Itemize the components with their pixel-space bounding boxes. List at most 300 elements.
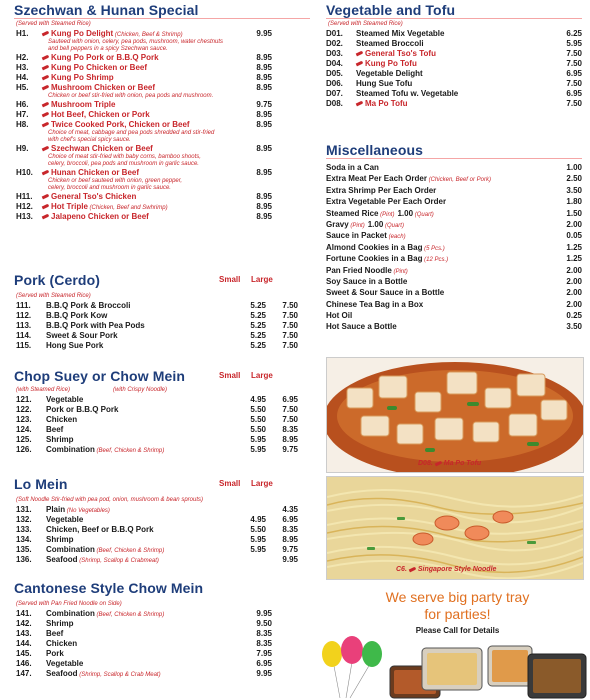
balloons-icon xyxy=(322,636,382,698)
item-name-text: Extra Shrimp Per Each Order xyxy=(326,185,437,195)
item-note: (Quart) xyxy=(383,222,404,229)
item-code: 126. xyxy=(16,445,32,454)
item-name-text: Soy Sauce in a Bottle xyxy=(326,276,408,286)
menu-item xyxy=(0,144,318,154)
szechwan-header xyxy=(0,2,318,20)
item-name-text: Mushroom Chicken or Beef xyxy=(51,83,156,92)
item-price: 8.95 xyxy=(256,212,272,221)
item-note: (Chicken, Beef and Swhrimp) xyxy=(87,205,168,211)
small-price: 5.25 xyxy=(250,341,266,350)
item-name-text: Chicken, Beef or B.B.Q Pork xyxy=(46,525,154,534)
item-price: 2.00 xyxy=(566,265,582,275)
item-name xyxy=(326,299,423,310)
misc-section xyxy=(322,142,590,333)
menu-item xyxy=(0,83,318,93)
chopsuey-title: Chop Suey or Chow Mein xyxy=(14,368,185,384)
item-code: 115. xyxy=(16,341,32,350)
pint-price: 1.00 xyxy=(397,208,414,218)
item-code: 114. xyxy=(16,331,32,340)
chili-pepper-icon xyxy=(356,101,364,107)
item-name-text: Chicken xyxy=(46,415,78,424)
item-price: 1.25 xyxy=(566,254,582,264)
item-price: 7.50 xyxy=(566,99,582,108)
item-name-text: Seafood xyxy=(46,555,78,564)
item-code: 132. xyxy=(16,515,32,524)
item-name-text: Combination xyxy=(46,609,95,618)
item-name-text: Steamed Tofu w. Vegetable xyxy=(356,89,459,98)
item-name-text: Sweet & Sour Pork xyxy=(46,331,118,340)
item-name-text: Vegetable xyxy=(46,395,84,404)
item-name xyxy=(46,515,83,525)
large-price: 8.35 xyxy=(282,525,298,534)
item-note: (5 Pcs.) xyxy=(422,245,445,252)
item-name xyxy=(46,649,64,659)
item-name-text: Vegetable Delight xyxy=(356,69,423,78)
chili-pepper-icon xyxy=(42,214,50,220)
item-name-text: Kung Po Shrimp xyxy=(51,73,114,82)
menu-item xyxy=(0,192,318,202)
party-tray-call: Please Call for Details xyxy=(415,626,500,635)
item-name xyxy=(46,659,83,669)
item-name-text: Hot Beef, Chicken or Pork xyxy=(51,110,150,119)
item-code: H8. xyxy=(16,120,29,129)
item-code: H4. xyxy=(16,73,29,82)
misc-item xyxy=(322,173,590,184)
item-name xyxy=(46,321,145,331)
item-name-text: Hunan Chicken or Beef xyxy=(51,168,140,177)
singapore-noodle-photo xyxy=(326,476,584,580)
item-description: Chicken or beef sauteed with onion, green pepper, xyxy=(48,178,183,184)
ma-po-tofu-caption xyxy=(418,460,481,467)
item-name-text: Almond Cookies in a Bag xyxy=(326,242,423,252)
small-price: 5.95 xyxy=(250,435,266,444)
item-name xyxy=(326,321,397,332)
lomein-list xyxy=(0,505,318,565)
menu-item xyxy=(322,69,590,79)
cantonese-list xyxy=(0,609,318,679)
item-name-text: Twice Cooked Pork, Chicken or Beef xyxy=(51,120,190,129)
item-code: D02. xyxy=(326,39,343,48)
item-price: 6.25 xyxy=(566,29,582,38)
item-note: (each) xyxy=(386,234,406,241)
menu-item xyxy=(0,212,318,222)
item-name xyxy=(46,405,118,415)
item-price: 1.50 xyxy=(566,208,582,218)
item-name xyxy=(42,192,136,202)
misc-item xyxy=(322,185,590,196)
item-code: D05. xyxy=(326,69,343,78)
item-name-text: Kung Po Chicken or Beef xyxy=(51,63,148,72)
menu-item xyxy=(0,53,318,63)
menu-item xyxy=(0,405,318,415)
item-price: 8.95 xyxy=(256,202,272,211)
item-name-text: Pork xyxy=(46,649,64,658)
item-price: 1.00 xyxy=(566,163,582,172)
item-name-text: Steamed Mix Vegetable xyxy=(356,29,445,38)
item-price: 8.95 xyxy=(256,63,272,72)
misc-item xyxy=(322,196,590,207)
misc-item xyxy=(322,321,590,332)
menu-item xyxy=(0,445,318,455)
item-code: 142. xyxy=(16,619,32,628)
menu-item xyxy=(0,395,318,405)
section-divider xyxy=(14,18,310,19)
item-price: 9.95 xyxy=(256,669,272,678)
item-name-text: B.B.Q Pork with Pea Pods xyxy=(46,321,145,330)
item-price: 2.50 xyxy=(566,174,582,184)
item-description: with chef's special spicy sauce. xyxy=(48,137,131,143)
item-code: H6. xyxy=(16,100,29,109)
item-note: (Chicken, Beef & Shrimp) xyxy=(113,32,183,38)
item-name xyxy=(46,311,107,321)
item-code: D06. xyxy=(326,79,343,88)
item-name xyxy=(356,99,408,109)
caption-code: D08. xyxy=(418,460,435,467)
item-name xyxy=(42,110,150,120)
menu-item xyxy=(0,649,318,659)
menu-item xyxy=(0,609,318,619)
item-description: celery, broccoli, pea pods and mushroom in garlic sauce. xyxy=(48,161,199,167)
menu-item xyxy=(0,629,318,639)
item-code: 145. xyxy=(16,649,32,658)
item-name xyxy=(46,341,103,351)
small-price: 4.95 xyxy=(250,395,266,404)
item-price: 8.95 xyxy=(256,110,272,119)
small-price: 5.50 xyxy=(250,405,266,414)
chili-pepper-icon xyxy=(42,102,50,108)
vegtofu-note: (Served with Steamed Rice) xyxy=(328,21,403,27)
misc-item xyxy=(322,265,590,276)
item-price: 3.50 xyxy=(566,185,582,195)
item-code: H12. xyxy=(16,202,33,211)
item-name-text: Vegetable xyxy=(46,515,84,524)
chili-pepper-icon xyxy=(356,51,364,57)
item-name-text: Soda in a Can xyxy=(326,163,379,172)
lomein-header xyxy=(0,476,318,494)
item-price: 8.95 xyxy=(256,168,272,177)
item-name xyxy=(42,63,147,73)
menu-item xyxy=(0,110,318,120)
menu-item xyxy=(0,301,318,311)
misc-item xyxy=(322,208,590,219)
menu-item xyxy=(0,341,318,351)
pork-title: Pork (Cerdo) xyxy=(14,272,100,288)
menu-item xyxy=(0,525,318,535)
item-price: 8.95 xyxy=(256,120,272,129)
item-description: celery, broccoli and mushroom in garlic sauce. xyxy=(48,185,171,191)
cantonese-note: (Served with Pan Fried Noodle on Side) xyxy=(16,601,122,607)
item-name xyxy=(326,310,352,321)
item-name xyxy=(46,669,161,680)
szechwan-title: Szechwan & Hunan Special xyxy=(14,2,199,18)
lomein-section xyxy=(0,476,318,565)
menu-item xyxy=(0,555,318,565)
item-price: 0.05 xyxy=(566,231,582,241)
cantonese-section xyxy=(0,580,318,679)
singapore-noodle-image xyxy=(327,477,583,579)
item-name xyxy=(326,276,407,287)
large-price: 6.95 xyxy=(282,515,298,524)
item-price: 7.50 xyxy=(566,59,582,68)
menu-item xyxy=(0,435,318,445)
misc-item xyxy=(322,230,590,241)
menu-item xyxy=(0,619,318,629)
item-code: H5. xyxy=(16,83,29,92)
item-name-text: General Tso's Tofu xyxy=(365,49,436,58)
item-note: (Pint) xyxy=(348,222,365,229)
item-price: 1.25 xyxy=(566,242,582,252)
large-price: 9.95 xyxy=(282,555,298,564)
misc-item xyxy=(322,287,590,298)
item-name-text: Combination xyxy=(46,445,95,454)
item-name-text: General Tso's Chicken xyxy=(51,192,137,201)
small-price: 5.50 xyxy=(250,425,266,434)
item-name-text: Gravy xyxy=(326,219,349,229)
item-name xyxy=(42,100,115,110)
item-name-text: Kung Po Delight xyxy=(51,29,114,38)
item-name xyxy=(46,425,63,435)
ma-po-tofu-image xyxy=(327,358,583,472)
chili-pepper-icon xyxy=(409,566,417,572)
item-code: D01. xyxy=(326,29,343,38)
item-name-text: Chicken xyxy=(46,639,78,648)
large-header: Large xyxy=(251,275,273,284)
small-price: 5.50 xyxy=(250,525,266,534)
item-name xyxy=(356,29,444,39)
large-price: 7.50 xyxy=(282,415,298,424)
chili-pepper-icon xyxy=(42,112,50,118)
item-note: (Chicken, Beef or Pork) xyxy=(426,177,491,184)
chili-pepper-icon xyxy=(42,55,50,61)
chopsuey-note-rice: (with Steamed Rice) xyxy=(16,387,71,393)
item-note: (Shrimp, Scallop & Crab Meat) xyxy=(77,672,161,678)
chopsuey-note-noodle: (with Crispy Noodle) xyxy=(113,387,168,393)
chili-pepper-icon xyxy=(42,204,50,210)
item-name-text: Combination xyxy=(46,545,95,554)
chili-pepper-icon xyxy=(42,146,50,152)
item-name-text: Beef xyxy=(46,425,64,434)
item-name xyxy=(46,639,77,649)
menu-item xyxy=(0,168,318,178)
menu-item xyxy=(0,515,318,525)
item-name-text: Hung Sue Tofu xyxy=(356,79,413,88)
item-name xyxy=(46,415,77,425)
item-name xyxy=(356,89,458,99)
item-price: 7.50 xyxy=(566,49,582,58)
menu-item xyxy=(0,331,318,341)
menu-item xyxy=(0,505,318,515)
small-price: 5.25 xyxy=(250,311,266,320)
item-price: 9.50 xyxy=(256,619,272,628)
vegtofu-header xyxy=(322,2,590,20)
pork-section xyxy=(0,272,318,351)
menu-item xyxy=(0,63,318,73)
item-name xyxy=(46,525,154,535)
ma-po-tofu-photo xyxy=(326,357,584,473)
chili-pepper-icon xyxy=(42,75,50,81)
chili-pepper-icon xyxy=(42,65,50,71)
pint-price: 1.00 xyxy=(367,219,384,229)
item-name xyxy=(46,555,159,566)
misc-item xyxy=(322,253,590,264)
large-price: 6.95 xyxy=(282,395,298,404)
small-header: Small xyxy=(219,371,241,380)
menu-item xyxy=(0,73,318,83)
menu-item xyxy=(0,545,318,555)
item-name xyxy=(42,120,190,130)
item-note: (No Vegetables) xyxy=(65,508,110,514)
item-price: 2.00 xyxy=(566,219,582,229)
item-note: (Shrimp, Scallop & Crabmeat) xyxy=(77,558,159,564)
menu-item xyxy=(0,669,318,679)
chopsuey-section xyxy=(0,368,318,455)
small-price: 5.25 xyxy=(250,331,266,340)
misc-list xyxy=(322,162,590,333)
item-description: Chicken or beef stir-fried with onion, pea pods and mushroom. xyxy=(48,93,214,99)
item-note: (Quart) xyxy=(413,211,434,218)
cantonese-header xyxy=(0,580,318,598)
item-price: 9.75 xyxy=(256,100,272,109)
item-price: 8.95 xyxy=(256,192,272,201)
item-code: H7. xyxy=(16,110,29,119)
party-tray-line2: for parties! xyxy=(424,606,491,622)
menu-item xyxy=(0,311,318,321)
misc-item xyxy=(322,310,590,321)
szechwan-note: (Served with Steamed Rice) xyxy=(16,21,91,27)
chili-pepper-icon xyxy=(42,31,50,37)
menu-item xyxy=(0,415,318,425)
small-header: Small xyxy=(219,275,241,284)
item-name xyxy=(356,69,423,79)
item-code: H3. xyxy=(16,63,29,72)
item-name xyxy=(46,619,74,629)
item-name-text: Pork or B.B.Q Pork xyxy=(46,405,119,414)
item-note: (Beef, Chicken & Shrimp) xyxy=(94,448,165,454)
small-header: Small xyxy=(219,479,241,488)
large-header: Large xyxy=(251,371,273,380)
pork-note: (Served with Steamed Rice) xyxy=(16,293,91,299)
item-price: 2.00 xyxy=(566,276,582,286)
misc-header xyxy=(322,142,590,160)
misc-item xyxy=(322,242,590,253)
menu-item xyxy=(0,120,318,130)
item-code: 124. xyxy=(16,425,32,434)
menu-item xyxy=(322,39,590,49)
item-name-text: Seafood xyxy=(46,669,78,678)
menu-item xyxy=(0,29,318,39)
item-code: H9. xyxy=(16,144,29,153)
item-description: Sauteed with onion, celery, pea pods, mushroom, water chestnuts xyxy=(48,39,223,45)
item-price: 9.95 xyxy=(256,29,272,38)
section-divider xyxy=(326,158,582,159)
large-header: Large xyxy=(251,479,273,488)
item-code: D07. xyxy=(326,89,343,98)
large-price: 9.75 xyxy=(282,545,298,554)
item-code: 134. xyxy=(16,535,32,544)
item-name-text: Pan Fried Noodle xyxy=(326,265,392,275)
item-name-text: Jalapeno Chicken or Beef xyxy=(51,212,149,221)
vegtofu-list xyxy=(322,29,590,109)
item-name xyxy=(42,144,153,154)
large-price: 7.50 xyxy=(282,331,298,340)
item-name-text: Hot Sauce a Bottle xyxy=(326,322,397,332)
party-trays-icon xyxy=(390,646,586,698)
small-price: 5.25 xyxy=(250,301,266,310)
item-name xyxy=(46,435,74,445)
item-name xyxy=(46,445,164,456)
item-name-text: Mushroom Triple xyxy=(51,100,116,109)
item-name-text: Vegetable xyxy=(46,659,84,668)
singapore-noodle-caption xyxy=(396,566,496,573)
small-price: 5.95 xyxy=(250,445,266,454)
item-code: 121. xyxy=(16,395,32,404)
small-price: 5.95 xyxy=(250,545,266,554)
large-price: 7.50 xyxy=(282,301,298,310)
item-code: D08. xyxy=(326,99,343,108)
item-code: 146. xyxy=(16,659,32,668)
vegtofu-section xyxy=(322,2,590,109)
party-tray-promo xyxy=(325,589,590,623)
item-name xyxy=(42,83,155,93)
item-name-text: Hot Triple xyxy=(51,202,88,211)
item-name xyxy=(326,287,444,298)
item-name-text: B.B.Q Pork Kow xyxy=(46,311,108,320)
item-name xyxy=(42,212,149,222)
misc-item xyxy=(322,276,590,287)
menu-item xyxy=(322,49,590,59)
menu-item xyxy=(322,29,590,39)
chili-pepper-icon xyxy=(42,85,50,91)
caption-name: Singapore Style Noodle xyxy=(417,566,497,573)
item-note: (Beef, Chicken & Shrimp) xyxy=(94,612,165,618)
vegtofu-title: Vegetable and Tofu xyxy=(326,2,456,18)
item-name-text: B.B.Q Pork & Broccoli xyxy=(46,301,131,310)
item-description: Choice of meat, cabbage and pea pods shredded and stir-fried xyxy=(48,130,215,136)
item-name-text: Sweet & Sour Sauce in a Bottle xyxy=(326,288,445,298)
chili-pepper-icon xyxy=(42,122,50,128)
item-description: Choice of meat stir-fried with baby corns, bamboo shoots, xyxy=(48,154,201,160)
large-price: 7.50 xyxy=(282,311,298,320)
item-name-text: Kung Po Pork or B.B.Q Pork xyxy=(51,53,159,62)
menu-item xyxy=(0,639,318,649)
item-price: 8.95 xyxy=(256,83,272,92)
item-name xyxy=(326,196,446,207)
chili-pepper-icon xyxy=(434,460,442,466)
item-name xyxy=(46,301,130,311)
item-name xyxy=(356,39,424,49)
chopsuey-header xyxy=(0,368,318,386)
pork-header xyxy=(0,272,318,290)
item-name xyxy=(46,629,63,639)
item-code: D03. xyxy=(326,49,343,58)
lomein-title: Lo Mein xyxy=(14,476,68,492)
item-name xyxy=(356,79,412,89)
item-name-text: Fortune Cookies in a Bag xyxy=(326,254,423,264)
item-price: 8.95 xyxy=(256,144,272,153)
item-name-text: Extra Meat Per Each Order xyxy=(326,174,427,184)
item-code: 123. xyxy=(16,415,32,424)
item-code: 141. xyxy=(16,609,32,618)
misc-item xyxy=(322,219,590,230)
party-tray-line1: We serve big party tray xyxy=(385,589,530,605)
item-code: 133. xyxy=(16,525,32,534)
item-name-text: Shrimp xyxy=(46,435,74,444)
item-code: H10. xyxy=(16,168,33,177)
item-price: 8.95 xyxy=(256,53,272,62)
item-code: 112. xyxy=(16,311,32,320)
item-name xyxy=(42,53,159,63)
item-code: 144. xyxy=(16,639,32,648)
